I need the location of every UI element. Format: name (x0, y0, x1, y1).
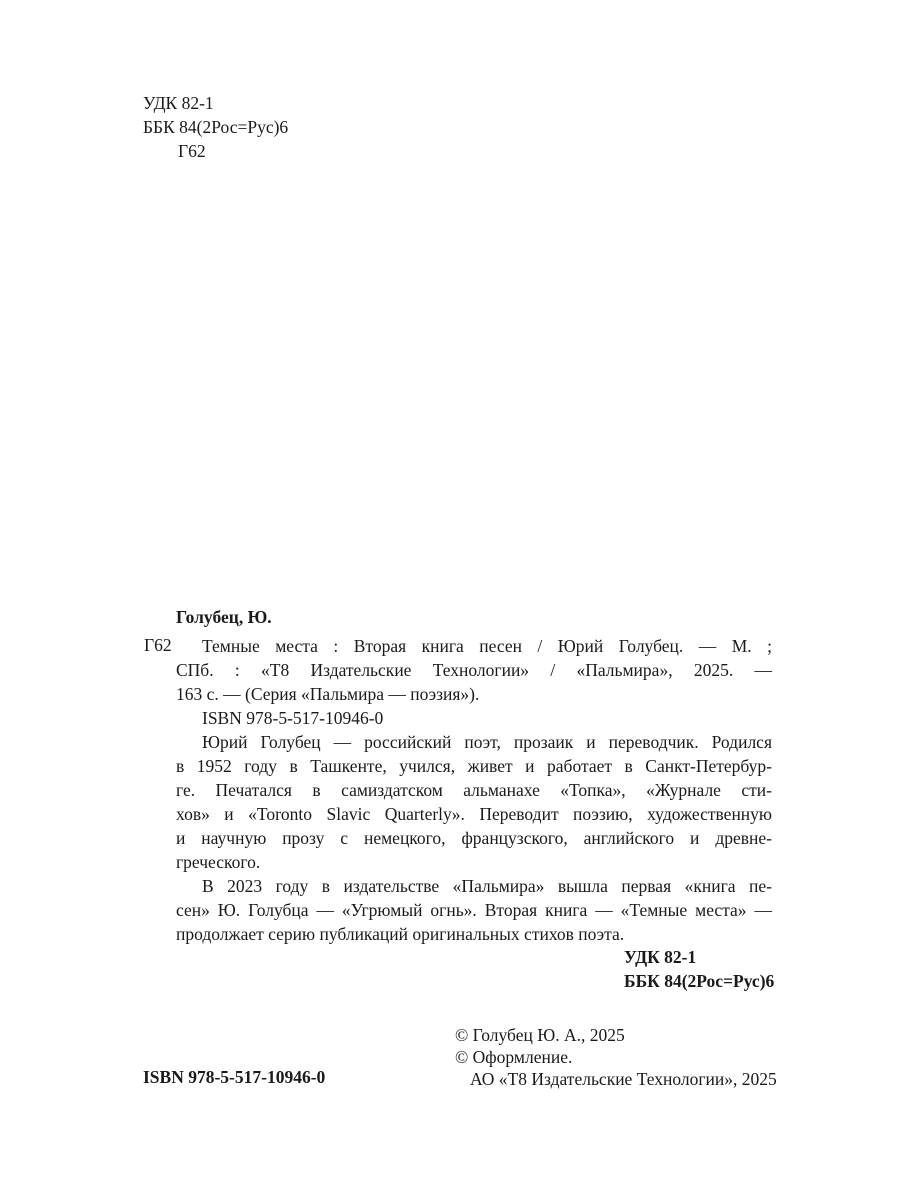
entry-author: Голубец, Ю. (176, 607, 272, 627)
entry-author-sign: Г62 (144, 635, 172, 655)
abstract-p1-line-1: Юрий Голубец — российский поэт, прозаик и переводчик. Родился (202, 732, 772, 752)
footer-isbn: ISBN 978-5-517-10946-0 (143, 1067, 326, 1087)
abstract-p1-line-6: греческого. (176, 852, 261, 872)
abstract-p2-line-2: сен» Ю. Голубца — «Угрюмый огнь». Вторая книга — «Темные места» — (176, 900, 772, 920)
copyright-author: © Голубец Ю. А., 2025 (455, 1025, 625, 1045)
bib-line-3: 163 с. — (Серия «Пальмира — поэзия»). (176, 684, 480, 704)
bib-line-2: СПб. : «Т8 Издательские Технологии» / «Пальмира», 2025. — (176, 660, 772, 680)
entry-isbn: ISBN 978-5-517-10946-0 (202, 708, 384, 728)
abstract-p2-line-3: продолжает серию публикаций оригинальных стихов поэта. (176, 924, 625, 944)
bibliographic-continuation (176, 658, 772, 946)
bib-line-1: Темные места : Вторая книга песен / Юрий Голубец. — М. ; (202, 636, 772, 656)
author-sign: Г62 (178, 141, 206, 161)
copyright-publisher: АО «Т8 Издательские Технологии», 2025 (470, 1069, 777, 1089)
footer-udk-code: УДК 82-1 (624, 947, 697, 967)
abstract-p1-line-4: хов» и «Toronto Slavic Quarterly». Переводит поэзию, художественную (176, 804, 772, 824)
udk-code: УДК 82-1 (143, 93, 214, 113)
copyright-design: © Оформление. (455, 1047, 573, 1067)
footer-bbk-code: ББК 84(2Рос=Рус)6 (624, 971, 775, 991)
abstract-p2-line-1: В 2023 году в издательстве «Пальмира» вышла первая «книга пе- (202, 876, 772, 896)
bibliographic-description (202, 634, 772, 658)
abstract-p1-line-2: в 1952 году в Ташкенте, учился, живет и работает в Санкт-Петербур- (176, 756, 772, 776)
abstract-p1-line-3: ге. Печатался в самиздатском альманахе «Топка», «Журнале сти- (176, 780, 772, 800)
abstract-p1-line-5: и научную прозу с немецкого, французского, английского и древне- (176, 828, 772, 848)
bbk-code: ББК 84(2Рос=Рус)6 (143, 117, 289, 137)
